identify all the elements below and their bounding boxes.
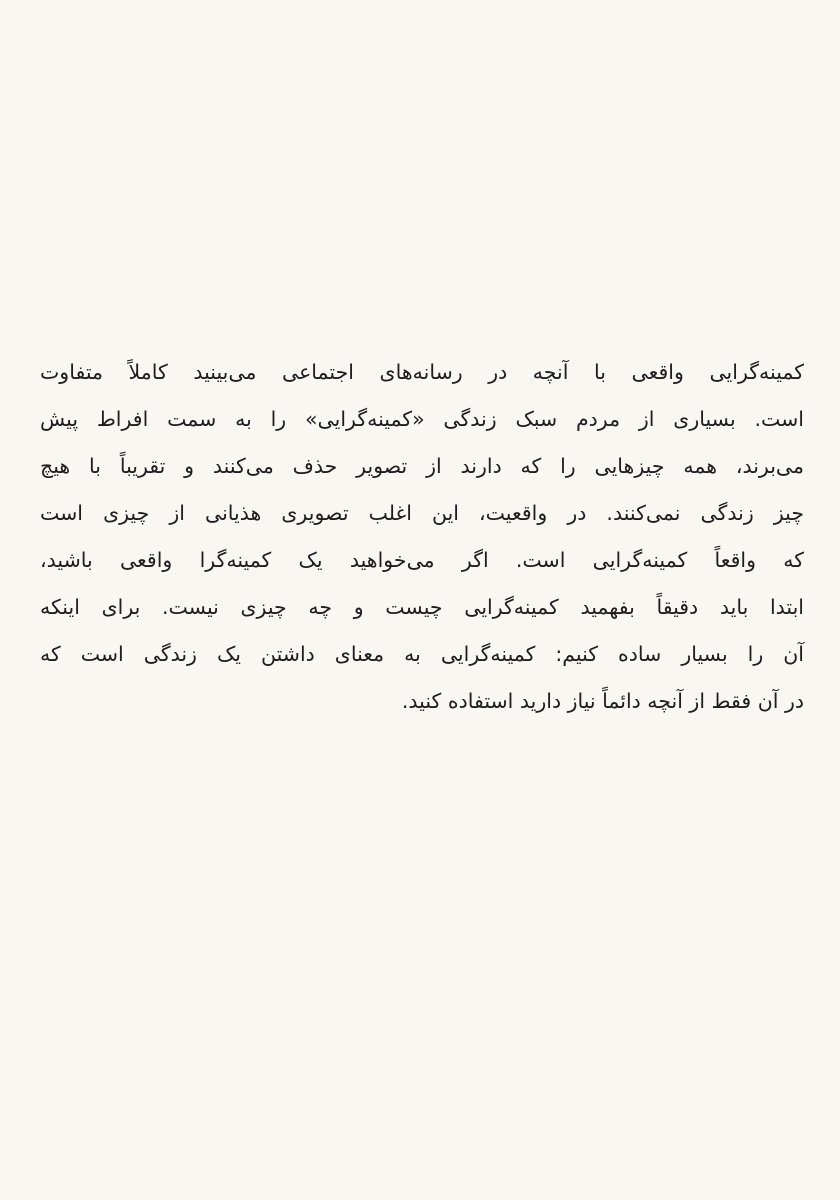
paragraph-line-7: آن را بسیار ساده کنیم: کمینه‌گرایی به معنای داشتن یک زندگی است که [40, 642, 804, 666]
paragraph-line-6: ابتدا باید دقیقاً بفهمید کمینه‌گرایی چیست و چه چیزی نیست. برای اینکه [40, 595, 804, 619]
paragraph-line-4: چیز زندگی نمی‌کنند. در واقعیت، این اغلب تصویری هذیانی از چیزی است [40, 501, 804, 525]
paragraph-line-3: می‌برند، همه چیزهایی را که دارند از تصویر حذف می‌کنند و تقریباً با هیچ [40, 454, 804, 478]
paragraph-line-8: در آن فقط از آنچه دائماً نیاز دارید استفاده کنید. [401, 689, 804, 713]
body-paragraph [40, 349, 804, 725]
paragraph-line-2: است. بسیاری از مردم سبک زندگی «کمینه‌گرایی» را به سمت افراط پیش [40, 407, 804, 431]
paragraph-line-1: کمینه‌گرایی واقعی با آنچه در رسانه‌های اجتماعی می‌بینید کاملاً متفاوت [40, 360, 804, 384]
paragraph-line-5: که واقعاً کمینه‌گرایی است. اگر می‌خواهید یک کمینه‌گرا واقعی باشید، [40, 548, 804, 572]
